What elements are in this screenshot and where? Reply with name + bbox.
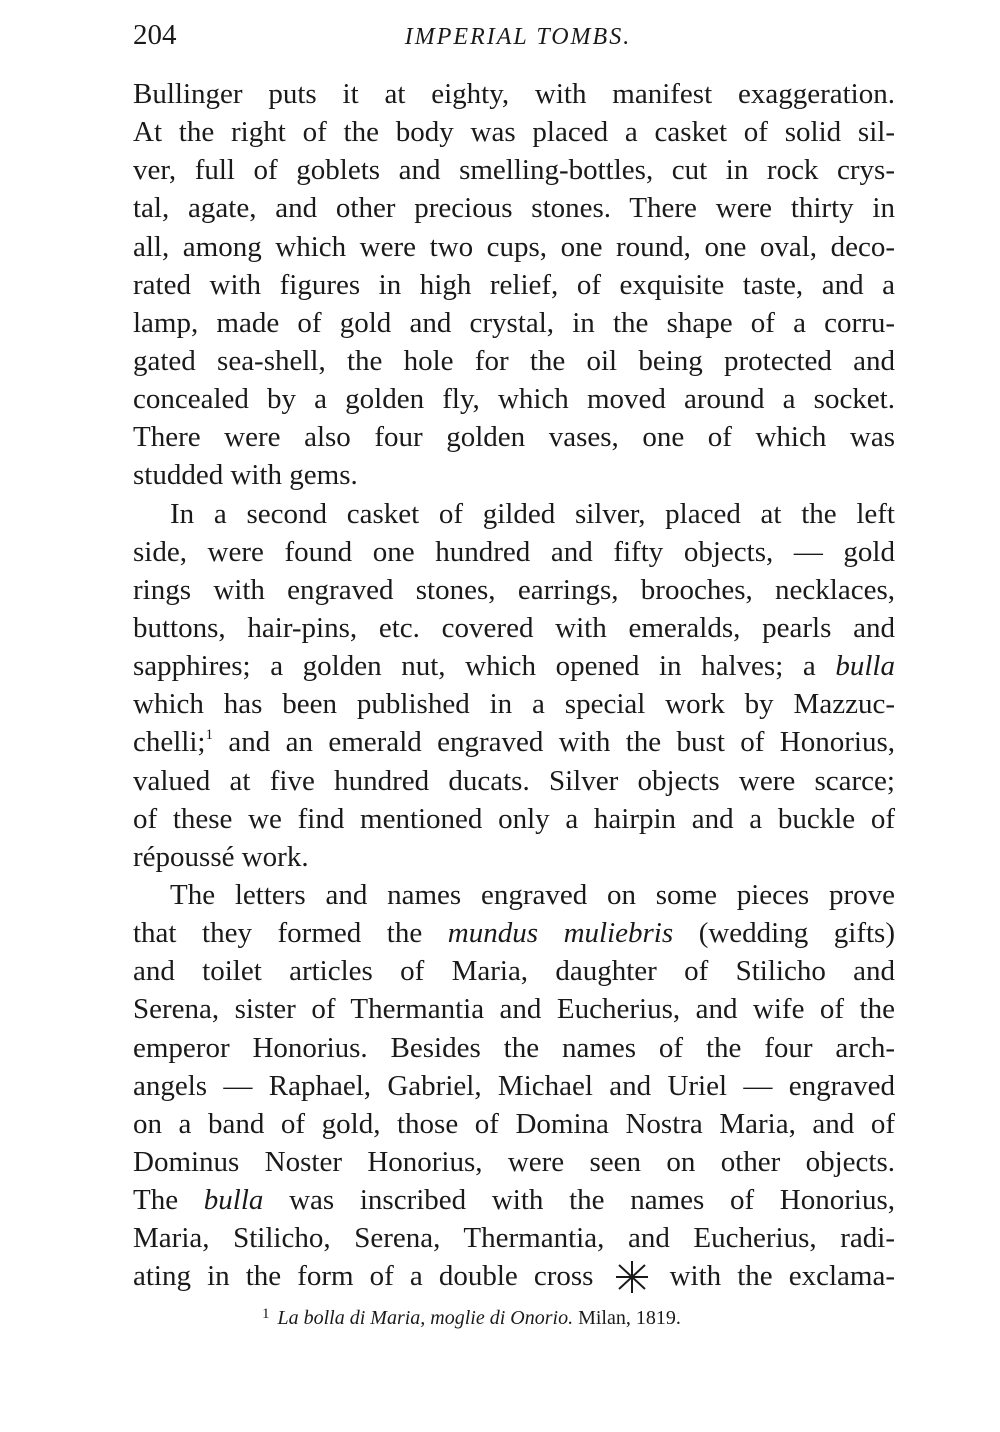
double-cross-icon [610,1260,654,1294]
text-line: valued at five hundred ducats. Silver objects were scarce; [133,764,895,797]
body-text [133,75,895,1296]
text-fragment: ating in the form of a double cross [133,1260,610,1293]
text-fragment: The [133,1184,204,1217]
text-line: gated sea-shell, the hole for the oil being protected and [133,344,895,377]
text-fragment: and an emerald engraved with the bust of Honorius, [212,726,895,759]
text-line: In a second casket of gilded silver, placed at the left [170,497,895,530]
text-line: on a band of gold, those of Domina Nostra Maria, and of [133,1107,895,1140]
text-line: angels — Raphael, Gabriel, Michael and Uriel — engraved [133,1069,895,1102]
text-line: which has been published in a special work by Mazzuc- [133,688,895,721]
text-line: of these we find mentioned only a hairpin and a buckle of [133,802,895,835]
text-line: Bullinger puts it at eighty, with manifest exaggeration. [133,78,895,110]
text-line: tal, agate, and other precious stones. There were thirty in [133,192,895,225]
footnote [262,1300,782,1332]
text-fragment: (wedding gifts) [673,917,895,950]
text-line: studded with gems. [133,459,358,492]
text-line [133,1181,895,1219]
text-fragment: was inscribed with the names of Honorius, [263,1184,895,1217]
text-line: all, among which were two cups, one round, one oval, deco- [133,230,895,263]
italic-term: bulla [203,1184,264,1217]
italic-term: bulla [835,650,895,683]
running-title: IMPERIAL TOMBS. [404,24,632,50]
text-line: ver, full of goblets and smelling-bottles, cut in rock crys- [133,154,895,187]
text-line [133,647,895,685]
text-line: concealed by a golden fly, which moved around a socket. [133,383,895,416]
page-number: 204 [133,19,177,51]
text-line: and toilet articles of Maria, daughter of Stilicho and [133,955,895,988]
text-line: The letters and names engraved on some pieces prove [170,878,895,911]
text-fragment: that they formed the [133,917,448,950]
text-line: Maria, Stilicho, Serena, Thermantia, and Eucherius, radi- [133,1222,895,1255]
text-line: répoussé work. [133,840,309,873]
footnote-reference: 1 [205,727,213,744]
text-line: emperor Honorius. Besides the names of the four arch- [133,1031,895,1064]
text-line [133,914,895,952]
text-line: rated with figures in high relief, of exquisite taste, and a [133,268,895,301]
text-fragment: sapphires; a golden nut, which opened in halves; a [133,650,836,683]
text-line [133,1257,895,1295]
text-line: There were also four golden vases, one of which was [133,421,895,454]
footnote-citation: La bolla di Maria, moglie di Onorio. [277,1307,574,1329]
text-line: rings with engraved stones, earrings, brooches, necklaces, [133,573,895,606]
page-header [133,18,895,58]
text-line [133,723,895,761]
text-line: Dominus Noster Honorius, were seen on other objects. [133,1145,895,1178]
text-line: side, were found one hundred and fifty objects, — gold [133,535,895,568]
text-line: Serena, sister of Thermantia and Eucherius, and wife of the [133,993,895,1026]
text-fragment: with the exclama- [653,1260,895,1293]
text-line: lamp, made of gold and crystal, in the shape of a corru- [133,306,895,339]
footnote-place-year: Milan, 1819. [573,1307,681,1329]
text-fragment: chelli; [133,726,206,759]
footnote-mark: 1 [262,1306,270,1322]
text-line: At the right of the body was placed a casket of solid sil- [133,116,895,149]
text-line: buttons, hair-pins, etc. covered with emeralds, pearls and [133,611,895,644]
italic-term: mundus muliebris [447,917,674,950]
